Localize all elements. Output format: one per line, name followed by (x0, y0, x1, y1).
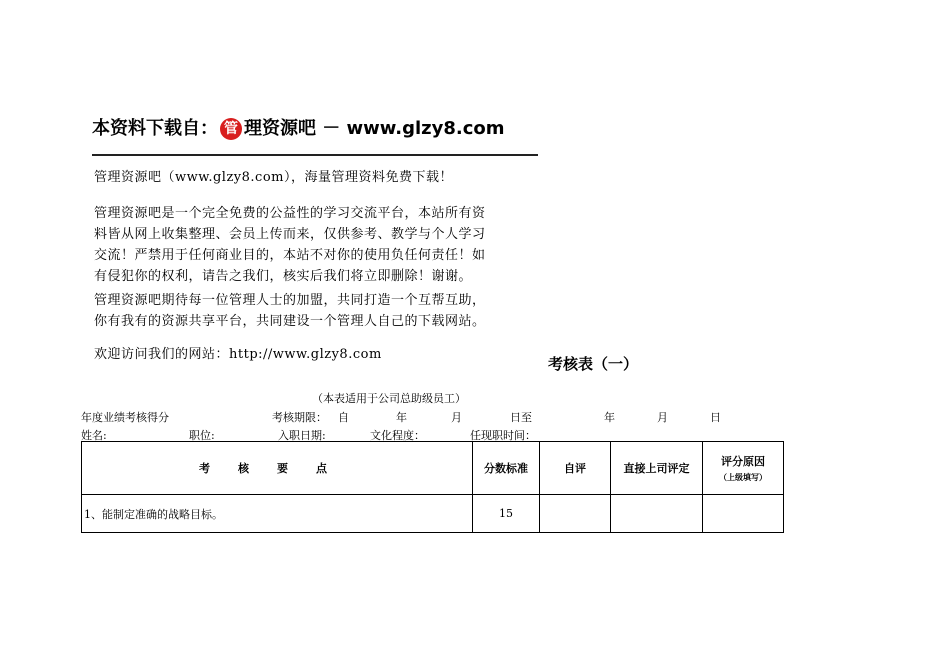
header-reason (703, 442, 784, 495)
intro-para2-line: 交流！严禁用于任何商业目的，本站不对你的使用负任何责任！如 (94, 248, 486, 263)
table-row (82, 495, 784, 533)
header-reason-note: （上级填写） (719, 473, 767, 482)
intro-para2-line: 管理资源吧是一个完全免费的公益性的学习交流平台，本站所有资 (94, 206, 486, 221)
download-banner (92, 116, 542, 158)
intro-para2-line: 料皆从网上收集整理、会员上传而来，仅供参考、教学与个人学习 (94, 227, 486, 242)
intro-para2-line: 有侵犯你的权利，请告之我们，核实后我们将立即删除！谢谢。 (94, 269, 473, 284)
header-standard: 分数标准 (473, 442, 540, 495)
period-from: 自 (338, 411, 349, 424)
intro-visit-link[interactable]: 欢迎访问我们的网站：http://www.glzy8.com (94, 347, 382, 362)
row-standard: 15 (473, 495, 540, 533)
intro-para3-line: 你有我有的资源共享平台，共同建设一个管理人自己的下载网站。 (94, 314, 486, 329)
header-reason-label: 评分原因 (721, 455, 765, 468)
intro-paragraph-2 (94, 203, 486, 287)
evaluation-table (81, 441, 784, 533)
header-supervisor: 直接上司评定 (611, 442, 703, 495)
banner-dash: － (316, 118, 347, 139)
period-day-2: 日 (710, 411, 721, 424)
form-subtitle: （本表适用于公司总助级员工） (312, 392, 466, 405)
period-month-1: 月 (451, 411, 462, 424)
intro-line1: 管理资源吧（www.glzy8.com），海量管理资料免费下载！ (94, 170, 453, 185)
row-point: 1、能制定准确的战略目标。 (82, 495, 473, 533)
period-day-to: 日至 (510, 411, 532, 424)
header-points: 考核要点 (82, 442, 473, 495)
hire-date-label: 入职日期: (278, 429, 326, 442)
banner-url-link[interactable]: www.glzy8.com (346, 118, 505, 139)
tenure-label: 任现职时间： (470, 429, 536, 442)
period-label: 考核期限： (272, 411, 327, 424)
banner-prefix: 本资料下载自： (92, 118, 218, 139)
banner-site-name: 理资源吧 (244, 118, 316, 139)
site-logo-icon: 管 (220, 118, 242, 140)
row-supervisor-score[interactable] (611, 495, 703, 533)
period-year-2: 年 (604, 411, 615, 424)
banner-divider (92, 154, 538, 156)
table-header-row (82, 442, 784, 495)
intro-paragraph-3 (94, 290, 486, 332)
period-month-2: 月 (657, 411, 668, 424)
header-self: 自评 (540, 442, 611, 495)
row-reason[interactable] (703, 495, 784, 533)
score-label: 年度业绩考核得分 (81, 411, 169, 424)
intro-para3-line: 管理资源吧期待每一位管理人士的加盟，共同打造一个互帮互助， (94, 293, 486, 308)
education-label: 文化程度： (370, 429, 425, 442)
form-title: 考核表（一） (548, 355, 639, 373)
banner-text (92, 116, 505, 142)
name-label: 姓名: (81, 429, 107, 442)
period-year-1: 年 (396, 411, 407, 424)
row-self-score[interactable] (540, 495, 611, 533)
position-label: 职位: (189, 429, 215, 442)
